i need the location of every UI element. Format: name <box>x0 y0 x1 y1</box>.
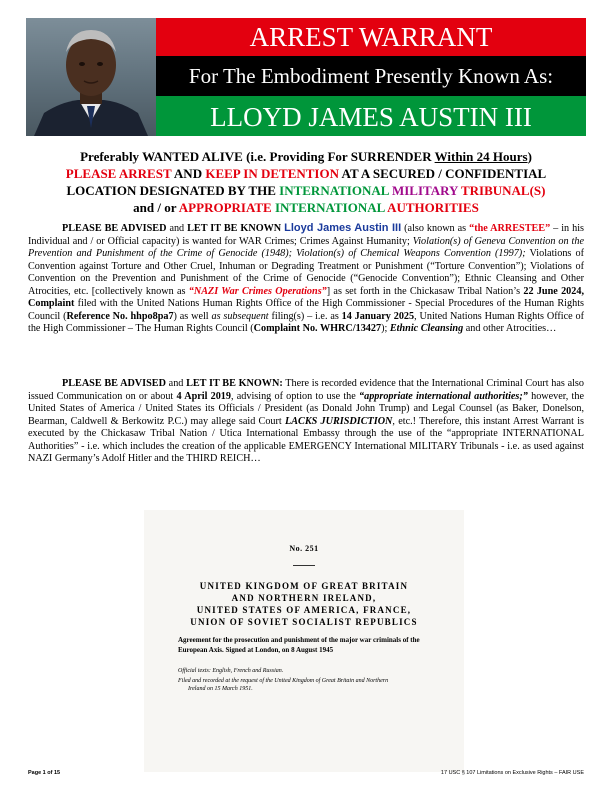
para-text: and <box>165 378 187 389</box>
para-text: – in his Individual and / or Official capacity) is wanted for WAR Crimes; Crimes Against Humanity; <box>28 223 585 247</box>
reference-number: Reference No. hhpo8pa7 <box>66 310 174 322</box>
heading-international: INTERNATIONAL <box>279 183 389 198</box>
warrant-subtitle: For The Embodiment Presently Known As: <box>188 64 554 88</box>
authorities-line <box>40 199 572 216</box>
para-text: and other Atrocities… <box>463 323 557 334</box>
para-text: and <box>166 223 188 234</box>
heading-please-arrest: PLEASE ARREST <box>65 166 172 181</box>
heading-text: LOCATION DESIGNATED BY THE <box>66 183 280 198</box>
para-text: however, the United States of America / United States its Officials / President (as Donald John Trump) and Legal Counsel (as Baker, Donelson, Bearman, Caldwell & Berkowitz P.C.) may allege said Court <box>28 390 584 427</box>
treaty-parties <box>144 580 464 628</box>
fair-use-reference: 17 USC § 107 Limitations on Exclusive Rights – FAIR USE <box>440 770 584 776</box>
treaty-party-line: UNITED KINGDOM OF GREAT BRITAIN <box>199 581 409 591</box>
wanted-alive-line <box>40 148 572 165</box>
treaty-party-line: AND NORTHERN IRELAND, <box>231 593 377 603</box>
treaty-number: No. 251 <box>289 544 319 553</box>
para-text: as subsequent <box>211 310 269 322</box>
para-text: Violation(s) of Geneva Convention on the Prevention and Punishment of the Crime of Genocide (1948); Violation(s) of Chemical Weapons Convention (1997); <box>28 235 584 259</box>
heading-text: AT A SECURED / CONFIDENTIAL <box>339 166 547 181</box>
para-text: PLEASE BE ADVISED <box>62 223 167 234</box>
heading-international-2: INTERNATIONAL <box>271 200 385 215</box>
treaty-filed-line: Ireland on 15 March 1951. <box>188 686 253 692</box>
heading-text: AND <box>171 166 206 181</box>
wanted-person-name: LLOYD JAMES AUSTIN III <box>210 102 532 132</box>
heading-tribunals: TRIBUNAL(S) <box>457 183 546 198</box>
icc-communication-date: 4 April 2019 <box>176 390 231 402</box>
page-number: Page 1 of 15 <box>28 770 61 776</box>
heading-text: and / or <box>133 200 179 215</box>
treaty-party-line: UNITED STATES OF AMERICA, FRANCE, <box>196 605 412 615</box>
para-text: Ethnic Cleansing <box>389 323 464 334</box>
advisory-paragraph-1 <box>28 222 584 336</box>
para-text: PLEASE BE ADVISED <box>62 378 166 389</box>
para-text: , advising of option to use the <box>231 390 359 402</box>
para-text: ); <box>381 323 390 334</box>
para-text: There is recorded evidence that the International Criminal Court has also issued Communication on or about <box>28 378 584 402</box>
para-text: LET IT BE KNOWN: <box>186 378 283 389</box>
para-text: ] as set forth in the Chickasaw Tribal Nation’s <box>326 285 524 297</box>
treaty-divider <box>293 565 315 566</box>
filing-date: 14 January 2025 <box>341 310 415 322</box>
warrant-title: ARREST WARRANT <box>249 22 493 52</box>
para-text: filed with the United Nations Human Rights Office of the High Commissioner - Special Procedures of the Human Rights Council ( <box>28 298 584 322</box>
para-text: Violations of Convention against Torture and Other Cruel, Inhuman or Degrading Treatment or Punishment (“Torture Convention”); Violations of Convention on the Prevention and Punishment of the Crime of Genocide (“Genocide Convention”); Ethnic Cleansing and Other Atrocities, etc. [collectively known as <box>28 248 584 297</box>
treaty-agreement-title: Agreement for the prosecution and punishment of the major war criminals of the European Axis. Signed at London, on 8 August 1945 <box>178 636 420 654</box>
arrestee-alias: “the ARRESTEE” <box>469 223 551 234</box>
heading-text: Preferably WANTED ALIVE (i.e. Providing For SURRENDER <box>80 149 435 164</box>
heading-authorities: AUTHORITIES <box>384 200 479 215</box>
complaint-number: Complaint No. WHRC/13427 <box>253 323 382 334</box>
advisory-paragraph-2 <box>28 378 584 466</box>
treaty-party-line: UNION OF SOVIET SOCIALIST REPUBLICS <box>190 617 418 627</box>
nazi-operations-label: “NAZI War Crimes Operations” <box>188 285 327 297</box>
para-text: filing(s) – i.e. as <box>268 310 342 322</box>
heading-deadline: Within 24 Hours <box>434 149 528 164</box>
para-text: LET IT BE KNOWN <box>187 223 282 234</box>
treaty-filed-line: Filed and recorded at the request of the United Kingdom of Great Britain and Northern <box>178 678 389 684</box>
heading-military: MILITARY <box>388 183 458 198</box>
location-line <box>40 182 572 199</box>
lacks-jurisdiction: LACKS JURISDICTION <box>285 415 393 427</box>
complaint-date: 22 June 2024, Complaint <box>28 285 584 309</box>
para-text: ) as well <box>173 310 212 322</box>
para-text: , United Nations Human Rights Office of the High Commissioner – The Human Rights Council ( <box>28 310 584 334</box>
treaty-excerpt-image <box>144 510 464 772</box>
para-text: , etc.! Therefore, this instant Arrest Warrant is executed by the Chickasaw Tribal Nation / Utica International Embassy through the use of the “appropriate INTERNATIONAL Authorities” - i.e. which includes the creation of the applicable EMERGENCY International MILITARY Tribunals - i.e. as used against NAZI Germany’s Adolf Hitler and the THIRD REICH… <box>28 415 584 464</box>
heading-text: ) <box>527 149 532 164</box>
heading-keep-detention: KEEP IN DETENTION <box>205 166 339 181</box>
para-text: (also known as <box>401 223 470 234</box>
para-text: “appropriate international authorities;” <box>359 390 528 402</box>
portrait-photo <box>26 18 156 136</box>
arrestee-name: Lloyd James Austin III <box>284 222 402 234</box>
treaty-official-texts: Official texts: English, French and Russian. <box>178 668 284 674</box>
warrant-banner <box>26 18 586 136</box>
arrest-instruction-line <box>40 165 572 182</box>
treaty-notes <box>178 667 434 695</box>
heading-appropriate: APPROPRIATE <box>178 200 272 215</box>
